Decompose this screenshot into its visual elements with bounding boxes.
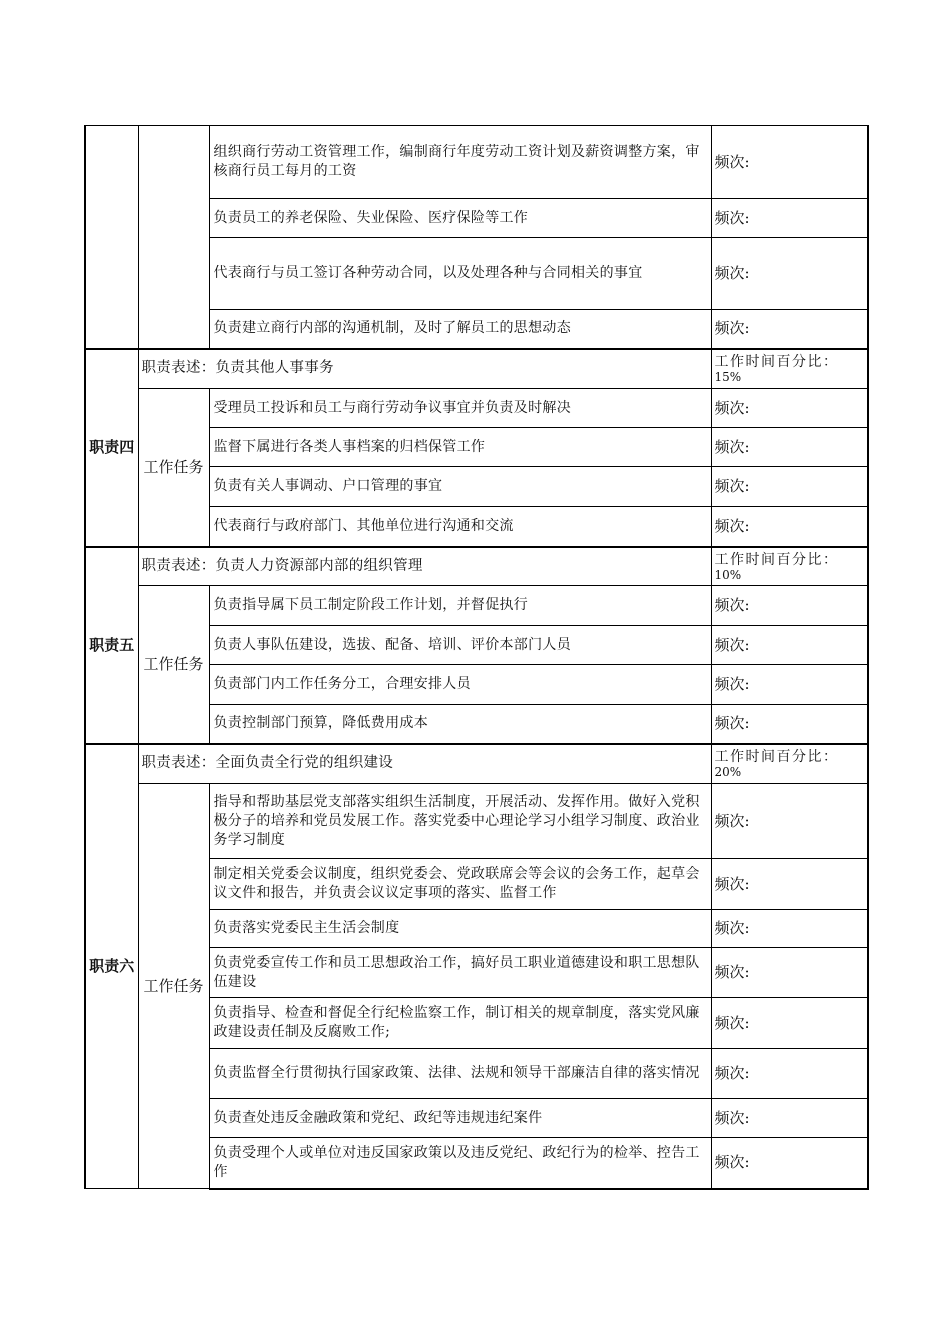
task-item: 负责落实党委民主生活会制度 — [209, 910, 711, 948]
frequency-field[interactable]: 频次: — [711, 428, 868, 467]
frequency-field[interactable]: 频次: — [711, 998, 868, 1049]
task-item: 负责员工的养老保险、失业保险、医疗保险等工作 — [209, 199, 711, 238]
task-item: 指导和帮助基层党支部落实组织生活制度，开展活动、发挥作用。做好入党积极分子的培养和党员发展工作。落实党委中心理论学习小组学习制度、政治业务学习制度 — [209, 784, 711, 859]
task-item: 制定相关党委会议制度，组织党委会、党政联席会等会议的会务工作，起草会议文件和报告，并负责会议议定事项的落实、监督工作 — [209, 859, 711, 910]
task-item: 负责控制部门预算，降低费用成本 — [209, 705, 711, 744]
task-item: 负责指导、检查和督促全行纪检监察工作，制订相关的规章制度，落实党风廉政建设责任制及反腐败工作; — [209, 998, 711, 1049]
task-item: 负责建立商行内部的沟通机制，及时了解员工的思想动态 — [209, 310, 711, 349]
task-item: 负责有关人事调动、户口管理的事宜 — [209, 467, 711, 507]
task-item: 负责监督全行贯彻执行国家政策、法律、法规和领导干部廉洁自律的落实情况 — [209, 1049, 711, 1099]
task-item: 负责人事队伍建设，选拔、配备、培训、评价本部门人员 — [209, 626, 711, 665]
task-item: 负责部门内工作任务分工，合理安排人员 — [209, 665, 711, 705]
task-item: 负责指导属下员工制定阶段工作计划，并督促执行 — [209, 586, 711, 626]
work-time-percentage-value: 10% — [714, 567, 742, 582]
duty-label: 职责五 — [85, 547, 138, 744]
work-time-percentage-label: 工作时间百分比： — [714, 749, 839, 766]
duty-table — [84, 125, 869, 1190]
frequency-field[interactable]: 频次: — [711, 705, 868, 744]
frequency-field[interactable]: 频次: — [711, 199, 868, 238]
work-time-percentage-label: 工作时间百分比： — [714, 354, 839, 371]
work-time-percentage — [711, 349, 868, 389]
work-time-percentage-value: 15% — [714, 370, 742, 385]
frequency-field[interactable]: 频次: — [711, 310, 868, 349]
frequency-field[interactable]: 频次: — [711, 665, 868, 705]
tasks-label: 工作任务 — [138, 389, 209, 547]
task-item: 负责受理个人或单位对违反国家政策以及违反党纪、政纪行为的检举、控告工作 — [209, 1138, 711, 1189]
tasks-label: 工作任务 — [138, 784, 209, 1189]
task-item: 受理员工投诉和员工与商行劳动争议事宜并负责及时解决 — [209, 389, 711, 428]
task-item: 代表商行与员工签订各种劳动合同，以及处理各种与合同相关的事宜 — [209, 238, 711, 310]
work-time-percentage-value: 20% — [714, 765, 742, 780]
frequency-field[interactable]: 频次: — [711, 389, 868, 428]
task-item: 组织商行劳动工资管理工作，编制商行年度劳动工资计划及薪资调整方案，审核商行员工每月的工资 — [209, 126, 711, 199]
duty-label: 职责六 — [85, 744, 138, 1189]
frequency-field[interactable]: 频次: — [711, 1049, 868, 1099]
frequency-field[interactable]: 频次: — [711, 626, 868, 665]
task-item: 监督下属进行各类人事档案的归档保管工作 — [209, 428, 711, 467]
frequency-field[interactable]: 频次: — [711, 126, 868, 199]
frequency-field[interactable]: 频次: — [711, 586, 868, 626]
work-time-percentage — [711, 547, 868, 586]
duty-cell-continued — [85, 126, 138, 349]
frequency-field[interactable]: 频次: — [711, 1099, 868, 1138]
work-time-percentage-label: 工作时间百分比： — [714, 551, 839, 568]
task-item: 代表商行与政府部门、其他单位进行沟通和交流 — [209, 507, 711, 547]
duty-label: 职责四 — [85, 349, 138, 547]
frequency-field[interactable]: 频次: — [711, 507, 868, 547]
frequency-field[interactable]: 频次: — [711, 948, 868, 998]
task-item: 负责查处违反金融政策和党纪、政纪等违规违纪案件 — [209, 1099, 711, 1138]
duty-summary: 职责表述：全面负责全行党的组织建设 — [138, 744, 711, 784]
frequency-field[interactable]: 频次: — [711, 467, 868, 507]
frequency-field[interactable]: 频次: — [711, 1138, 868, 1189]
tasks-label: 工作任务 — [138, 586, 209, 744]
duty-summary: 职责表述：负责人力资源部内部的组织管理 — [138, 547, 711, 586]
task-item: 负责党委宣传工作和员工思想政治工作，搞好员工职业道德建设和职工思想队伍建设 — [209, 948, 711, 998]
frequency-field[interactable]: 频次: — [711, 238, 868, 310]
duty-summary: 职责表述：负责其他人事事务 — [138, 349, 711, 389]
frequency-field[interactable]: 频次: — [711, 910, 868, 948]
work-time-percentage — [711, 744, 868, 784]
tasks-label-cell-continued — [138, 126, 209, 349]
frequency-field[interactable]: 频次: — [711, 784, 868, 859]
frequency-field[interactable]: 频次: — [711, 859, 868, 910]
